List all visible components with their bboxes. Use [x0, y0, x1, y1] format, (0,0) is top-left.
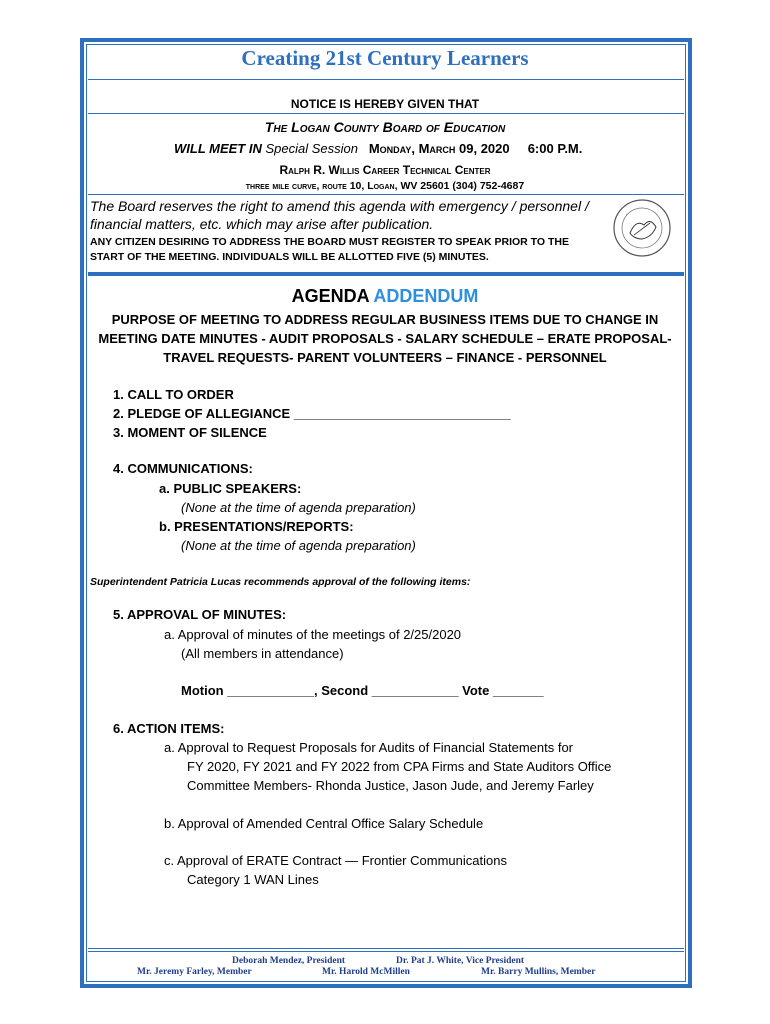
agenda-subitem-audits: a. Approval to Request Proposals for Audits of Financial Statements for: [164, 740, 573, 755]
agenda-item-silence: 3. MOMENT OF SILENCE: [113, 425, 267, 440]
divider: [88, 194, 684, 195]
amend-notice-line1: The Board reserves the right to amend this agenda with emergency / personnel /: [90, 198, 589, 214]
agenda-subitem-erate: c. Approval of ERATE Contract — Frontier Communications: [164, 853, 507, 868]
meeting-time: 6:00 P.M.: [527, 141, 583, 156]
agenda-subitem-presentations: b. PRESENTATIONS/REPORTS:: [159, 519, 354, 534]
agenda-heading-label: AGENDA: [291, 286, 369, 306]
agenda-subitem-public-speakers: a. PUBLIC SPEAKERS:: [159, 481, 302, 496]
footer-president: Deborah Mendez, President: [232, 956, 346, 966]
footer-member: Mr. Barry Mullins, Member: [481, 967, 596, 977]
meeting-address: three mile curve, route 10, Logan, WV 25601 (304) 752-4687: [245, 180, 525, 192]
will-meet-label: WILL MEET IN: [174, 141, 262, 156]
divider: [88, 113, 684, 114]
agenda-note: (All members in attendance): [181, 646, 344, 661]
purpose-line2: MEETING DATE MINUTES - AUDIT PROPOSALS - SALARY SCHEDULE – ERATE PROPOSAL-: [98, 331, 672, 346]
agenda-item-call-to-order: 1. CALL TO ORDER: [113, 387, 234, 402]
agenda-subitem-erate-line2: Category 1 WAN Lines: [187, 872, 319, 887]
footer-member: Mr. Jeremy Farley, Member: [137, 967, 252, 977]
divider-thick: [88, 272, 684, 276]
meeting-location: Ralph R. Willis Career Technical Center: [279, 163, 491, 177]
page-title: Creating 21st Century Learners: [241, 46, 529, 70]
agenda-subitem-audits-line3: Committee Members- Rhonda Justice, Jason Jude, and Jeremy Farley: [187, 778, 594, 793]
divider: [88, 79, 684, 80]
agenda-subitem-minutes: a. Approval of minutes of the meetings of 2/25/2020: [164, 627, 462, 642]
notice-text: NOTICE IS HEREBY GIVEN THAT: [290, 97, 480, 111]
amend-notice-line2: financial matters, etc. which may arise after publication.: [90, 216, 434, 232]
footer-member: Mr. Harold McMillen: [322, 967, 410, 977]
agenda-item-action: 6. ACTION ITEMS:: [113, 721, 225, 736]
citizen-notice-line1: ANY CITIZEN DESIRING TO ADDRESS THE BOARD MUST REGISTER TO SPEAK PRIOR TO THE: [90, 236, 569, 248]
board-name: The Logan County Board of Education: [264, 119, 506, 135]
session-type: Special Session: [265, 141, 358, 156]
divider: [88, 951, 684, 952]
citizen-notice-line2: START OF THE MEETING. INDIVIDUALS WILL BE ALLOTTED FIVE (5) MINUTES.: [90, 251, 489, 263]
agenda-item-communications: 4. COMMUNICATIONS:: [113, 461, 253, 476]
agenda-item-pledge: 2. PLEDGE OF ALLEGIANCE ______________________________: [113, 406, 511, 421]
purpose-line3: TRAVEL REQUESTS- PARENT VOLUNTEERS – FINANCE - PERSONNEL: [163, 350, 607, 365]
agenda-subitem-salary: b. Approval of Amended Central Office Salary Schedule: [164, 816, 484, 831]
agenda-subitem-audits-line2: FY 2020, FY 2021 and FY 2022 from CPA Firms and State Auditors Office: [187, 759, 612, 774]
footer-vice-president: Dr. Pat J. White, Vice President: [396, 956, 525, 966]
superintendent-note: Superintendent Patricia Lucas recommends approval of the following items:: [90, 576, 471, 588]
meeting-line: [174, 141, 582, 156]
motion-line: Motion ____________, Second ____________ Vote _______: [181, 683, 544, 698]
purpose-line1: PURPOSE OF MEETING TO ADDRESS REGULAR BUSINESS ITEMS DUE TO CHANGE IN: [111, 312, 659, 327]
divider: [88, 948, 684, 949]
agenda-note: (None at the time of agenda preparation): [181, 500, 416, 515]
meeting-date: Monday, March 09, 2020: [368, 141, 510, 156]
county-seal-icon: [612, 197, 672, 259]
agenda-heading: [0, 286, 770, 307]
agenda-note: (None at the time of agenda preparation): [181, 538, 416, 553]
addendum-label: ADDENDUM: [373, 286, 479, 306]
agenda-item-minutes: 5. APPROVAL OF MINUTES:: [113, 607, 287, 622]
